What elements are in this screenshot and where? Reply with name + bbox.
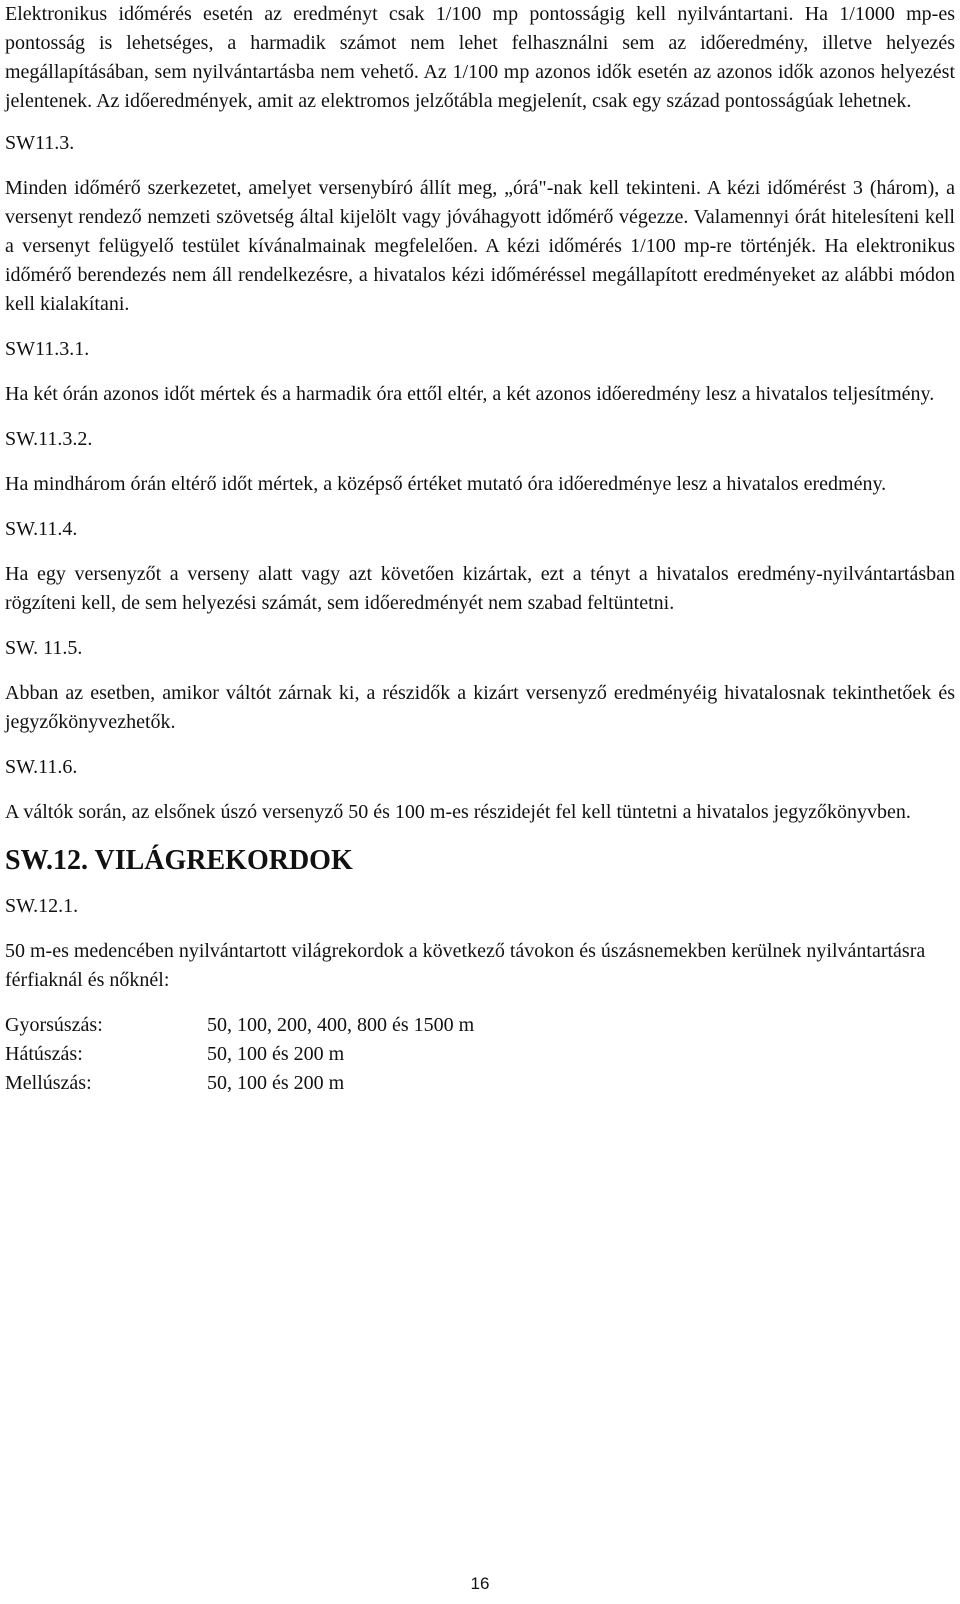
- paragraph-world-record-events: 50 m-es medencében nyilvántartott világrekordok a következő távokon és úszásnemekben kerülnek nyilvántartásra férfiaknál és nőknél:: [5, 940, 926, 991]
- stroke-name: Gyorsúszás:: [5, 1014, 103, 1036]
- section-id-sw11-6: SW.11.6.: [5, 756, 78, 778]
- paragraph-three-clocks-differ: Ha mindhárom órán eltérő időt mértek, a középső értéket mutató óra időeredménye lesz a hivatalos eredmény.: [5, 473, 887, 495]
- table-row: [5, 1011, 474, 1040]
- section-heading-world-records: SW.12. VILÁGREKORDOK: [5, 845, 353, 876]
- stroke-distances: 50, 100, 200, 400, 800 és 1500 m: [207, 1014, 475, 1036]
- document-page: [5, 0, 955, 1098]
- table-row: [5, 1040, 474, 1069]
- page-number: 16: [470, 1574, 490, 1593]
- stroke-distances: 50, 100 és 200 m: [207, 1072, 345, 1094]
- stroke-distances: 50, 100 és 200 m: [207, 1043, 345, 1065]
- section-id-sw11-3-2: SW.11.3.2.: [5, 428, 93, 450]
- section-id-sw11-4: SW.11.4.: [5, 518, 78, 540]
- section-id-sw11-5: SW. 11.5.: [5, 637, 83, 659]
- paragraph-relay-split-times: A váltók során, az elsőnek úszó versenyző 50 és 100 m-es részidejét fel kell tüntetni a hivatalos jegyzőkönyvben.: [5, 801, 911, 823]
- paragraph-two-clocks-agree: Ha két órán azonos időt mértek és a harmadik óra ettől eltér, a két azonos időeredmény lesz a hivatalos teljesítmény.: [5, 383, 935, 405]
- section-id-sw11-3: SW11.3.: [5, 132, 75, 154]
- paragraph-electronic-timing: Elektronikus időmérés esetén az eredményt csak 1/100 mp pontosságig kell nyilvántartani. Ha 1/1000 mp-es pontosság is lehetséges, a harmadik számot nem lehet felhasználni sem az időeredmény, illetve helyezés megállapításában, sem nyilvántartásba nem vehető. Az 1/100 mp azonos idők esetén az azonos idők azonos helyezést jelentenek. Az időeredmények, amit az elektromos jelzőtábla megjelenít, csak egy század pontosságúak lehetnek.: [5, 3, 955, 112]
- stroke-name: Mellúszás:: [5, 1072, 92, 1094]
- stroke-distance-table: [5, 1011, 474, 1098]
- table-row: [5, 1069, 474, 1098]
- stroke-name: Hátúszás:: [5, 1043, 83, 1065]
- section-id-sw12-1: SW.12.1.: [5, 895, 79, 917]
- paragraph-disqualification: Ha egy versenyzőt a verseny alatt vagy azt követően kizártak, ezt a tényt a hivatalos eredmény-nyilvántartásban rögzíteni kell, de sem helyezési számát, sem időeredményét nem szabad feltüntetni.: [5, 563, 955, 614]
- paragraph-relay-disqualification: Abban az esetben, amikor váltót zárnak ki, a részidők a kizárt versenyző eredményéig hivatalosnak tekinthetőek és jegyzőkönyvezhetők.: [5, 682, 955, 733]
- paragraph-manual-timing: Minden időmérő szerkezetet, amelyet versenybíró állít meg, „órá"-nak kell tekinteni. A kézi időmérést 3 (három), a versenyt rendező nemzeti szövetség által kijelölt vagy jóváhagyott időmérő végezze. Valamennyi órát hitelesíteni kell a versenyt felügyelő testület kívánalmainak megfelelően. A kézi időmérés 1/100 mp-re történjék. Ha elektronikus időmérő berendezés nem áll rendelkezésre, a hivatalos kézi időméréssel megállapított eredményeket az alábbi módon kell kialakítani.: [5, 177, 955, 315]
- section-id-sw11-3-1: SW11.3.1.: [5, 338, 90, 360]
